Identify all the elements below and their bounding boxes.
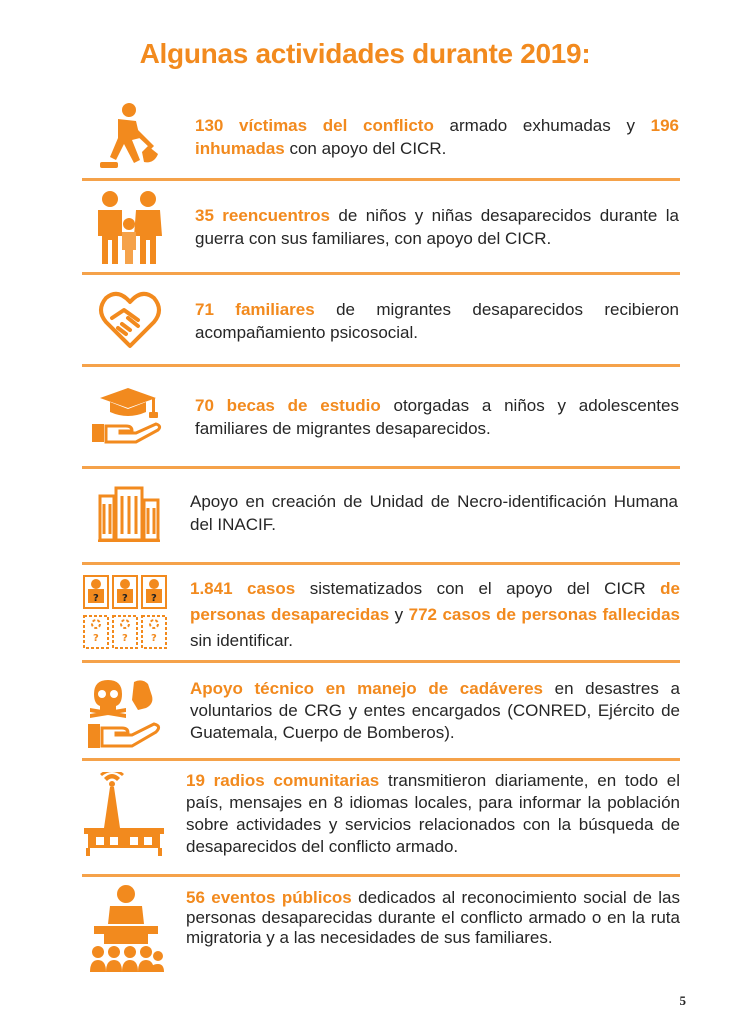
activity-text bbox=[190, 678, 680, 744]
svg-text:?: ? bbox=[151, 593, 157, 604]
body-text: sistematizados con el apoyo del CICR bbox=[295, 579, 661, 598]
activity-item-scholarships bbox=[82, 372, 680, 468]
body-text: de niños y niñas desaparecidos durante la guerra con sus familiares, con apoyo del CICR. bbox=[195, 206, 679, 248]
activity-item-radios bbox=[82, 764, 680, 874]
body-text: con apoyo del CICR. bbox=[284, 139, 447, 158]
svg-text:?: ? bbox=[151, 633, 157, 644]
highlight-text: de personas desaparecidas bbox=[190, 579, 680, 624]
highlight-text: 130 víctimas del conflicto bbox=[195, 116, 434, 135]
radio-tower-icon bbox=[82, 772, 166, 856]
activity-text bbox=[195, 114, 679, 160]
activity-item-reunions bbox=[82, 186, 680, 274]
highlight-text: 71 familiares bbox=[195, 300, 315, 319]
divider bbox=[82, 178, 680, 181]
activity-text bbox=[186, 770, 680, 858]
svg-text:?: ? bbox=[122, 633, 128, 644]
graduation-cap-hand-icon bbox=[92, 386, 162, 444]
body-text: en desastres a voluntarios de CRG y entes encargados (CONRED, Ejército de Guatemala, Cuerpo de Bomberos). bbox=[190, 679, 680, 742]
divider bbox=[82, 364, 680, 367]
skull-glove-hand-icon bbox=[88, 678, 164, 750]
highlight-text: 70 becas de estudio bbox=[195, 396, 381, 415]
activity-item-exhumations bbox=[82, 100, 680, 180]
highlight-text: 19 radios comunitarias bbox=[186, 771, 380, 790]
body-text: de migrantes desaparecidos recibieron acompañamiento psicosocial. bbox=[195, 300, 680, 342]
highlight-text: 772 casos de personas fallecidas bbox=[408, 605, 680, 624]
family-icon bbox=[96, 190, 162, 266]
highlight-text: 1.841 casos bbox=[190, 579, 296, 598]
building-icon bbox=[98, 486, 160, 542]
digging-worker-icon bbox=[96, 102, 160, 172]
svg-text:?: ? bbox=[93, 593, 99, 604]
svg-text:?: ? bbox=[122, 593, 128, 604]
divider bbox=[82, 272, 680, 275]
missing-persons-cards-icon bbox=[82, 574, 168, 650]
activity-text bbox=[190, 576, 680, 654]
divider bbox=[82, 466, 680, 469]
body-text: transmitieron diariamente, en todo el país, mensajes en 8 idiomas locales, para informar la población sobre actividades y servicios relacionados con la búsqueda de desaparecidos del conflicto armado. bbox=[186, 771, 680, 856]
heart-handshake-icon bbox=[98, 288, 162, 350]
divider bbox=[82, 758, 680, 761]
body-text: armado exhumadas y bbox=[433, 116, 651, 135]
divider bbox=[82, 874, 680, 877]
activity-text bbox=[195, 204, 679, 250]
highlight-text: 35 reencuentros bbox=[195, 206, 331, 225]
activity-item-corpse-handling bbox=[82, 668, 680, 762]
highlight-text: 56 eventos públicos bbox=[186, 888, 352, 907]
activity-item-cases bbox=[82, 568, 680, 660]
activity-item-necro-unit bbox=[82, 474, 680, 564]
page-number: 5 bbox=[679, 993, 686, 1008]
activity-text bbox=[195, 298, 679, 344]
activity-item-public-events bbox=[82, 880, 680, 980]
activity-item-psychosocial bbox=[82, 280, 680, 366]
activity-text bbox=[186, 888, 680, 948]
highlight-text: 196 inhumadas bbox=[195, 116, 680, 158]
body-text: dedicados al reconocimiento social de las personas desaparecidas durante el conflicto armado o en la ruta migratoria y a las necesidades de sus familiares. bbox=[186, 888, 680, 947]
body-text: y bbox=[389, 605, 409, 624]
activity-text bbox=[195, 394, 679, 440]
divider bbox=[82, 562, 680, 565]
svg-text:?: ? bbox=[93, 633, 99, 644]
body-text: otorgadas a niños y adolescentes familiares de migrantes desaparecidos. bbox=[195, 396, 679, 438]
activity-text bbox=[190, 490, 678, 536]
body-text: Apoyo en creación de Unidad de Necro-identificación Humana del INACIF. bbox=[190, 492, 678, 534]
body-text: sin identificar. bbox=[190, 631, 293, 650]
highlight-text: Apoyo técnico en manejo de cadáveres bbox=[190, 679, 543, 698]
divider bbox=[82, 660, 680, 663]
public-event-speaker-icon bbox=[88, 884, 164, 972]
page-title: Algunas actividades durante 2019: bbox=[139, 38, 591, 69]
